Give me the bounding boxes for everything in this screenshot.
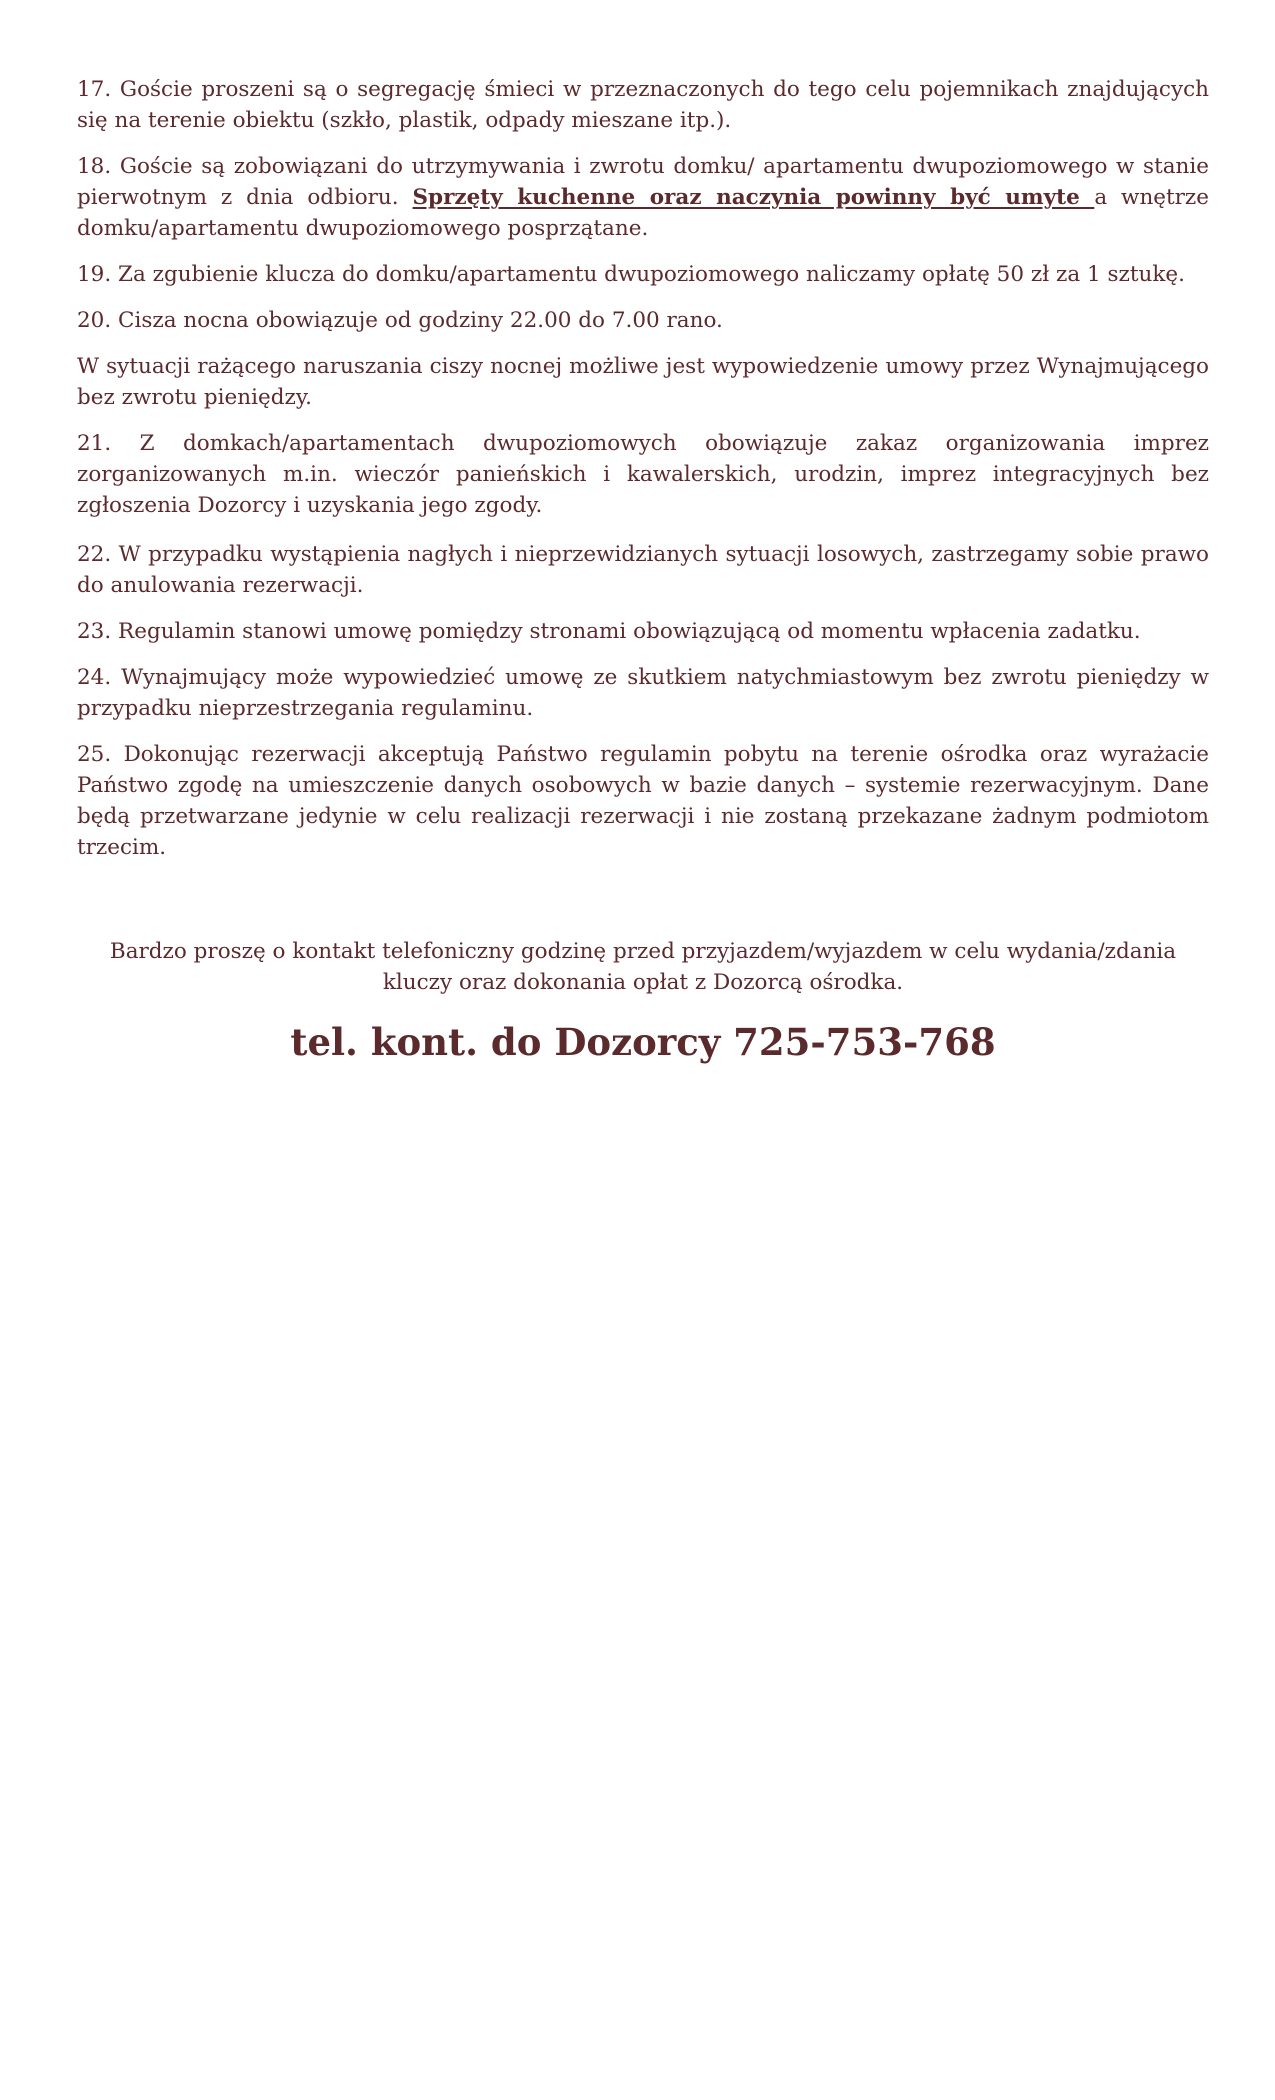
contact-note: Bardzo proszę o kontakt telefoniczny godzinę przed przyjazdem/wyjazdem w celu wydania/zdania kluczy oraz dokonania opłat z Dozorcą ośrodka. [109,939,1177,995]
phone-line: tel. kont. do Dozorcy 725-753-768 [290,1020,996,1064]
rule-21: 21. Z domkach/apartamentach dwupoziomowych obowiązuje zakaz organizowania imprez zorganizowanych m.in. wieczór panieńskich i kawalerskich, urodzin, imprez integracyjnych bez zgłoszenia Dozorcy i uzyskania jego zgody. [77,431,1209,518]
rule-17: 17. Goście proszeni są o segregację śmieci w przeznaczonych do tego celu pojemnikach znajdujących się na terenie obiektu (szkło, plastik, odpady mieszane itp.). [77,77,1209,133]
regulations-page [77,74,1209,1064]
rule-18-emphasis: Sprzęty kuchenne oraz naczynia powinny być umyte [412,185,1095,210]
rule-18-text-end: a wnętrze domku/apartamentu dwupoziomowego posprzątane. [77,185,1209,241]
rule-19: 19. Za zgubienie klucza do domku/apartamentu dwupoziomowego naliczamy opłatę 50 zł za 1 sztukę. [77,262,1185,287]
rule-18 [77,151,1209,244]
rule-20-note: W sytuacji rażącego naruszania ciszy nocnej możliwe jest wypowiedzenie umowy przez Wynajmującego bez zwrotu pieniędzy. [77,354,1209,410]
rule-20: 20. Cisza nocna obowiązuje od godziny 22.00 do 7.00 rano. [77,308,723,333]
rule-25: 25. Dokonując rezerwacji akceptują Państwo regulamin pobytu na terenie ośrodka oraz wyrażacie Państwo zgodę na umieszczenie danych osobowych w bazie danych – systemie rezerwacyjnym. Dane będą przetwarzane jedynie w celu realizacji rezerwacji i nie zostaną przekazane żadnym podmiotom trzecim. [77,742,1209,860]
rule-18-text: 18. Goście są zobowiązani do utrzymywania i zwrotu domku/ apartamentu dwupoziomowego w stanie pierwotnym z dnia odbioru. [77,154,1209,210]
spacer [77,878,1209,936]
rule-22: 22. W przypadku wystąpienia nagłych i nieprzewidzianych sytuacji losowych, zastrzegamy sobie prawo do anulowania rezerwacji. [77,542,1209,598]
rule-24: 24. Wynajmujący może wypowiedzieć umowę ze skutkiem natychmiastowym bez zwrotu pieniędzy w przypadku nieprzestrzegania regulaminu. [77,665,1209,721]
rule-23: 23. Regulamin stanowi umowę pomiędzy stronami obowiązującą od momentu wpłacenia zadatku. [77,619,1141,644]
